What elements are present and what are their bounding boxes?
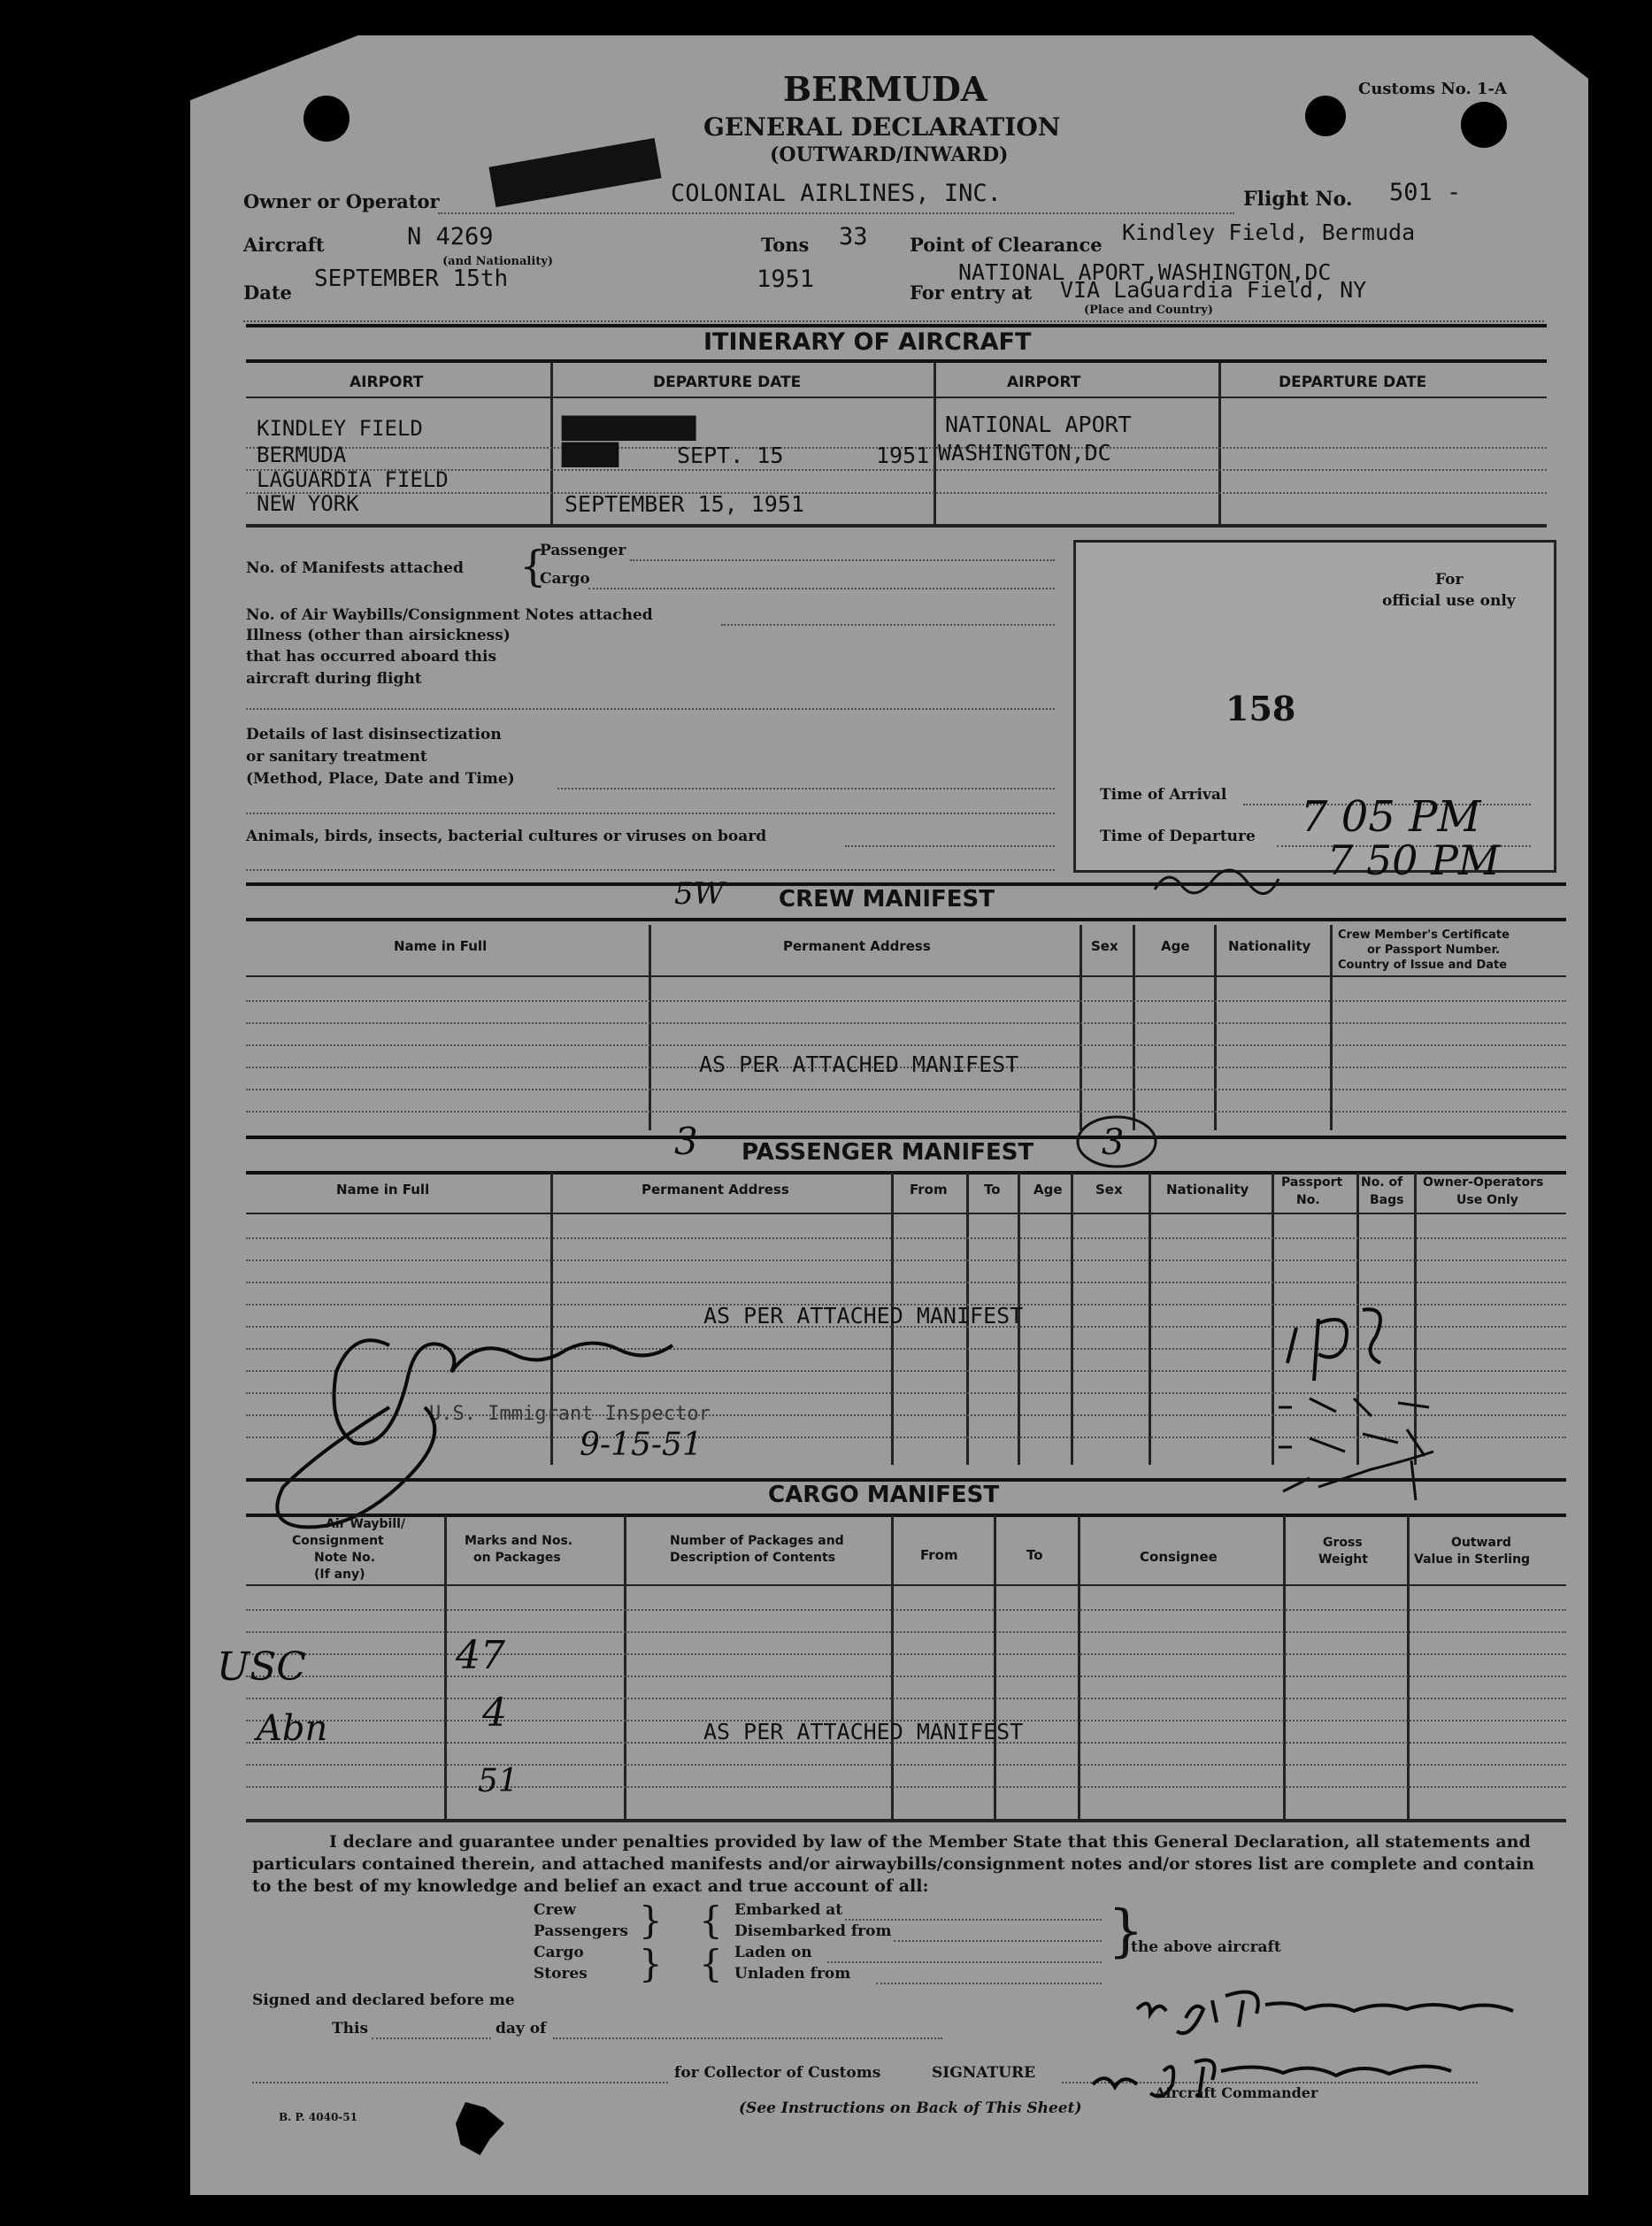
- commander-label: Aircraft Commander: [1155, 2084, 1318, 2101]
- cargo-bottom-rule: [246, 1819, 1566, 1822]
- pass-col-passport-1: Passport: [1281, 1175, 1343, 1190]
- tons-label: Tons: [761, 234, 810, 256]
- date-value: SEPTEMBER 15th: [314, 266, 509, 292]
- left-airport-1: KINDLEY FIELD: [257, 416, 423, 441]
- right-airport-1: NATIONAL APORT: [945, 412, 1132, 437]
- pass-row-2: [246, 1259, 1566, 1261]
- itinerary-title: ITINERARY OF AIRCRAFT: [703, 328, 1032, 356]
- cargo-hw-2: Abn: [257, 1708, 328, 1749]
- manifest-passenger-line: [630, 559, 1055, 561]
- disinsect-line: [557, 788, 1055, 789]
- decl-cargo: Cargo: [534, 1944, 584, 1961]
- cargo-col-gross-1: Gross: [1323, 1536, 1363, 1550]
- pass-col-sex: Sex: [1095, 1182, 1123, 1198]
- instructions-note: (See Instructions on Back of This Sheet): [739, 2099, 1082, 2117]
- flight-label: Flight No.: [1243, 188, 1353, 211]
- dep-1: SEPT. 15: [677, 443, 784, 468]
- cargo-col-waybill-3: Note No.: [314, 1551, 376, 1565]
- itin-col-departure-2: DEPARTURE DATE: [1279, 374, 1427, 391]
- crew-divider-5: [1330, 925, 1333, 1130]
- decl-day-of: day of: [496, 2020, 547, 2037]
- dep-2: SEPTEMBER 15, 1951: [565, 491, 804, 517]
- decl-passengers: Passengers: [534, 1922, 628, 1940]
- decl-crew: Crew: [534, 1901, 576, 1919]
- passenger-hw-right: 3: [1102, 1122, 1125, 1163]
- itin-col-departure: DEPARTURE DATE: [653, 374, 802, 391]
- itin-divider-1: [550, 363, 553, 524]
- pass-col-to: To: [984, 1182, 1001, 1198]
- crew-body: AS PER ATTACHED MANIFEST: [699, 1051, 1019, 1077]
- cargo-divider-7: [1407, 1515, 1410, 1821]
- decl-embarked-line: [845, 1919, 1102, 1921]
- crew-row-5: [246, 1089, 1566, 1090]
- immigration-date: 9-15-51: [580, 1427, 703, 1463]
- aircraft-value: N 4269: [407, 223, 494, 250]
- departure-label: Time of Departure: [1100, 828, 1256, 845]
- cargo-divider-5: [1078, 1515, 1080, 1821]
- aircraft-label: Aircraft: [243, 234, 325, 256]
- crew-divider-2: [1080, 925, 1082, 1130]
- decl-disembarked: Disembarked from: [734, 1922, 892, 1940]
- decl-unladen-line: [876, 1983, 1102, 1984]
- cargo-col-packages-1: Number of Packages and: [670, 1534, 844, 1548]
- official-use-2: official use only: [1382, 592, 1516, 610]
- arrival-handwritten: 7 05 PM: [1301, 792, 1481, 842]
- crew-header-rule: [246, 975, 1566, 977]
- form-title: BERMUDA: [783, 69, 987, 109]
- cargo-divider-1: [444, 1515, 447, 1821]
- cargo-col-waybill-2: Consignment: [292, 1534, 384, 1548]
- crew-row-1: [246, 1000, 1566, 1002]
- passenger-hw-left: 3: [674, 1120, 698, 1163]
- crew-hw-mark: 5W: [674, 876, 725, 912]
- immigration-stamp: U.S. Immigrant Inspector: [429, 1403, 711, 1425]
- punch-hole-left: [304, 96, 350, 142]
- decl-unladen: Unladen from: [734, 1965, 851, 1983]
- illness-2: that has occurred aboard this: [246, 648, 497, 666]
- owner-label: Owner or Operator: [243, 190, 440, 212]
- decl-brace-3: {: [699, 1899, 723, 1942]
- decl-above-aircraft: the above aircraft: [1131, 1938, 1281, 1956]
- crew-row-3: [246, 1044, 1566, 1046]
- official-use-1: For: [1435, 571, 1464, 589]
- itin-row-line-3: [246, 492, 1547, 494]
- cargo-hw-n1: 47: [456, 1633, 505, 1678]
- manifest-brace: {: [519, 542, 547, 591]
- decl-brace-5: }: [1108, 1899, 1144, 1964]
- cargo-col-outward-1: Outward: [1451, 1536, 1511, 1550]
- entry-label: For entry at: [910, 281, 1033, 304]
- decl-this-line: [372, 2037, 491, 2039]
- cargo-row-2: [246, 1631, 1566, 1633]
- decl-disembarked-line: [894, 1940, 1102, 1942]
- punch-hole-mid: [1305, 96, 1346, 136]
- customs-number: Customs No. 1-A: [1358, 80, 1507, 98]
- disinsect-line-2: [246, 813, 1055, 814]
- cargo-row-8: [246, 1764, 1566, 1766]
- signed-before: Signed and declared before me: [252, 1991, 515, 2009]
- pass-row-1: [246, 1237, 1566, 1239]
- decl-laden-line: [827, 1961, 1102, 1963]
- pass-col-from: From: [910, 1182, 948, 1198]
- flight-value: 501 -: [1389, 179, 1462, 206]
- crew-row-6: [246, 1111, 1566, 1113]
- pass-col-passport-2: No.: [1296, 1193, 1320, 1207]
- disinsect-1: Details of last disinsectization: [246, 726, 502, 743]
- itin-bottom-rule: [246, 524, 1547, 528]
- illness-1: Illness (other than airsickness): [246, 627, 511, 644]
- decl-day-line: [553, 2037, 942, 2039]
- animals-line-2: [246, 869, 1055, 871]
- crew-col-address: Permanent Address: [783, 938, 931, 954]
- decl-embarked: Embarked at: [734, 1901, 843, 1919]
- crew-divider-3: [1133, 925, 1135, 1130]
- crew-divider-4: [1214, 925, 1217, 1130]
- manifests-label: No. of Manifests attached: [246, 559, 464, 577]
- animals-line: [845, 845, 1055, 847]
- cargo-col-from: From: [920, 1547, 958, 1563]
- declaration-line-1: I declare and guarantee under penalties provided by law of the Member State that this General Declaration, all statements and: [329, 1832, 1531, 1852]
- entry-value-1: NATIONAL APORT,WASHINGTON,DC: [958, 259, 1332, 285]
- pass-divider-6: [1149, 1173, 1151, 1465]
- pass-col-nationality: Nationality: [1166, 1182, 1249, 1198]
- cargo-row-9: [246, 1786, 1566, 1788]
- form-subtitle-2: (OUTWARD/INWARD): [770, 143, 1009, 166]
- strikethrough-text-2: █████: [562, 443, 618, 467]
- place-note: (Place and Country): [1084, 304, 1213, 317]
- cargo-col-to: To: [1026, 1547, 1043, 1563]
- cargo-col-marks-1: Marks and Nos.: [465, 1534, 573, 1548]
- date-line: [243, 320, 1544, 322]
- pass-divider-5: [1071, 1173, 1073, 1465]
- declaration-line-2: particulars contained therein, and attached manifests and/or airwaybills/consignment notes and/or stores list are complete and contain: [252, 1854, 1535, 1874]
- cargo-hw-n3: 51: [478, 1763, 519, 1799]
- cargo-col-marks-2: on Packages: [473, 1551, 561, 1565]
- tons-value: 33: [839, 223, 868, 250]
- dep-1-year: 1951: [876, 443, 930, 468]
- clearance-value: Kindley Field, Bermuda: [1122, 220, 1416, 245]
- signature-label: SIGNATURE: [932, 2064, 1036, 2082]
- cargo-col-outward-2: Value in Sterling: [1414, 1552, 1531, 1567]
- pass-header-rule: [246, 1213, 1566, 1214]
- crew-col-sex: Sex: [1091, 938, 1118, 954]
- cargo-divider-3: [891, 1515, 894, 1821]
- cargo-hw-1: USC: [217, 1644, 306, 1690]
- animals-label: Animals, birds, insects, bacterial cultures or viruses on board: [246, 828, 767, 845]
- cargo-row-1: [246, 1609, 1566, 1611]
- collector-label: for Collector of Customs: [674, 2064, 881, 2082]
- cargo-row-5: [246, 1698, 1566, 1699]
- form-number: B. P. 4040-51: [279, 2111, 357, 2123]
- owner-value: COLONIAL AIRLINES, INC.: [671, 180, 1002, 207]
- passenger-title: PASSENGER MANIFEST: [741, 1139, 1034, 1166]
- decl-brace-4: {: [699, 1942, 723, 1985]
- left-airport-3: LAGUARDIA FIELD: [257, 467, 449, 492]
- crew-col-name: Name in Full: [394, 938, 488, 954]
- cargo-body: AS PER ATTACHED MANIFEST: [703, 1719, 1024, 1745]
- manifest-passenger: Passenger: [540, 542, 626, 559]
- nationality-note: (and Nationality): [442, 255, 554, 268]
- pass-col-age: Age: [1033, 1182, 1063, 1198]
- crew-col-age: Age: [1161, 938, 1190, 954]
- waybills-label: No. of Air Waybills/Consignment Notes attached: [246, 606, 653, 624]
- pass-col-address: Permanent Address: [642, 1182, 789, 1198]
- decl-brace-2: }: [639, 1942, 663, 1985]
- cargo-col-waybill-1: Air Waybill/: [326, 1517, 406, 1531]
- pass-col-bags-1: No. of: [1361, 1175, 1403, 1190]
- crew-col-cert-1: Crew Member's Certificate: [1338, 928, 1510, 942]
- date-label: Date: [243, 281, 292, 304]
- cargo-title: CARGO MANIFEST: [768, 1482, 1000, 1508]
- arrival-label: Time of Arrival: [1100, 786, 1227, 804]
- disinsect-3: (Method, Place, Date and Time): [246, 770, 515, 788]
- crew-title: CREW MANIFEST: [779, 886, 995, 913]
- pass-row-3: [246, 1282, 1566, 1283]
- crew-row-2: [246, 1022, 1566, 1024]
- left-airport-4: NEW YORK: [257, 491, 359, 516]
- decl-brace-1: }: [639, 1899, 663, 1942]
- left-airport-2: BERMUDA: [257, 443, 347, 467]
- cargo-col-gross-2: Weight: [1318, 1552, 1368, 1567]
- right-airport-2: WASHINGTON,DC: [938, 440, 1111, 466]
- pass-col-name: Name in Full: [336, 1182, 430, 1198]
- cargo-divider-4: [994, 1515, 996, 1821]
- departure-handwritten: 7 50 PM: [1327, 836, 1501, 884]
- disinsect-2: or sanitary treatment: [246, 748, 427, 766]
- passport-marks: [1274, 1301, 1451, 1505]
- punch-hole-right: [1461, 102, 1507, 148]
- clearance-label: Point of Clearance: [910, 234, 1103, 256]
- passenger-body: AS PER ATTACHED MANIFEST: [703, 1303, 1024, 1329]
- cargo-divider-2: [624, 1515, 626, 1821]
- collector-sign-line: [252, 2082, 668, 2084]
- pass-col-owner-1: Owner-Operators: [1423, 1175, 1544, 1190]
- crew-col-cert-2: or Passport Number.: [1367, 944, 1500, 957]
- decl-laden: Laden on: [734, 1944, 812, 1961]
- manifest-cargo: Cargo: [540, 570, 590, 588]
- crew-divider-1: [649, 925, 651, 1130]
- entry-value-2: VIA LaGuardia Field, NY: [1060, 277, 1367, 303]
- cargo-col-waybill-4: (If any): [314, 1567, 365, 1582]
- itin-divider-2: [934, 363, 936, 524]
- stamp-number: 158: [1226, 689, 1296, 728]
- crew-col-nationality: Nationality: [1228, 938, 1311, 954]
- strikethrough-text: ████████████: [562, 416, 695, 441]
- illness-3: aircraft during flight: [246, 670, 422, 688]
- owner-line: [438, 212, 1234, 214]
- cargo-row-4: [246, 1675, 1566, 1677]
- illness-line-1: [246, 708, 1055, 710]
- declaration-line-3: to the best of my knowledge and belief an exact and true account of all:: [252, 1876, 929, 1896]
- cargo-hw-n2: 4: [482, 1691, 507, 1736]
- cargo-divider-6: [1283, 1515, 1286, 1821]
- manifest-cargo-line: [588, 588, 1055, 589]
- pass-col-bags-2: Bags: [1370, 1193, 1404, 1207]
- itin-divider-3: [1218, 363, 1221, 524]
- cargo-row-3: [246, 1653, 1566, 1655]
- waybills-line: [721, 624, 1055, 626]
- year-value: 1951: [757, 266, 815, 293]
- cargo-col-packages-2: Description of Contents: [670, 1551, 836, 1565]
- form-subtitle: GENERAL DECLARATION: [703, 112, 1061, 142]
- itin-header-rule: [246, 397, 1547, 398]
- cargo-col-consignee: Consignee: [1140, 1549, 1218, 1565]
- crew-col-cert-3: Country of Issue and Date: [1338, 959, 1508, 972]
- decl-stores: Stores: [534, 1965, 588, 1983]
- itin-col-airport-2: AIRPORT: [1007, 374, 1081, 391]
- pass-col-owner-2: Use Only: [1456, 1193, 1518, 1207]
- decl-this: This: [332, 2020, 369, 2037]
- itin-col-airport: AIRPORT: [350, 374, 424, 391]
